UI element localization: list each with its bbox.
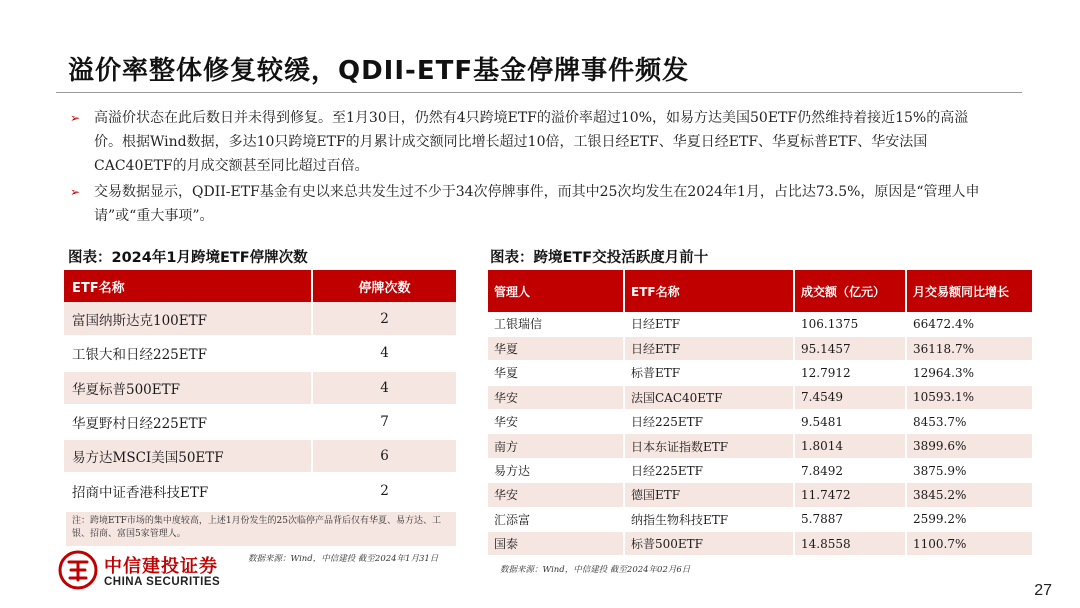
growth-cell: 2599.2%	[906, 507, 1032, 531]
growth-cell: 3875.9%	[906, 458, 1032, 482]
table-row	[488, 385, 1032, 409]
table-row	[488, 434, 1032, 458]
left-table-caption: 图表：2024年1月跨境ETF停牌次数	[68, 250, 308, 266]
table-row	[64, 439, 456, 473]
etf-name-cell: 易方达MSCI美国50ETF	[64, 439, 312, 473]
etf-name-cell: 标普500ETF	[624, 532, 794, 556]
china-securities-logo-icon	[58, 550, 98, 590]
etf-name-cell: 工银大和日经225ETF	[64, 336, 312, 370]
arrow-bullet-icon: ➢	[70, 111, 81, 125]
table-row	[488, 532, 1032, 556]
manager-cell: 易方达	[488, 458, 624, 482]
manager-cell: 南方	[488, 434, 624, 458]
title-divider	[56, 92, 1022, 93]
manager-cell: 国泰	[488, 532, 624, 556]
right-table-caption: 图表：跨境ETF交投活跃度月前十	[490, 250, 709, 266]
etf-name-cell: 华夏野村日经225ETF	[64, 405, 312, 439]
etf-name-cell: 招商中证香港科技ETF	[64, 473, 312, 507]
suspension-count-cell: 2	[312, 302, 456, 336]
right-data-source: 数据来源：Wind，中信建投 截至2024年02月6日	[500, 565, 691, 575]
etf-name-cell: 法国CAC40ETF	[624, 385, 794, 409]
table-row	[488, 410, 1032, 434]
etf-name-cell: 日经225ETF	[624, 410, 794, 434]
manager-cell: 工银瑞信	[488, 312, 624, 336]
manager-cell: 汇添富	[488, 507, 624, 531]
column-header-etf-name: ETF名称	[64, 270, 312, 302]
turnover-cell: 11.7472	[794, 483, 906, 507]
table-row	[488, 458, 1032, 482]
bullet-list	[68, 106, 988, 230]
bullet-text: 交易数据显示，QDII-ETF基金有史以来总共发生过不少于34次停牌事件，而其中25次均发生在2024年1月，占比达73.5%，原因是“管理人申请”或“重大事项”。	[94, 184, 980, 224]
table-row	[488, 336, 1032, 360]
bullet-item	[68, 180, 988, 228]
manager-cell: 华安	[488, 385, 624, 409]
growth-cell: 3845.2%	[906, 483, 1032, 507]
table-header-row	[64, 270, 456, 302]
manager-cell: 华夏	[488, 336, 624, 360]
suspension-count-table	[64, 270, 456, 509]
table-row	[64, 405, 456, 439]
growth-cell: 10593.1%	[906, 385, 1032, 409]
left-data-source: 数据来源：Wind，中信建投 截至2024年1月31日	[248, 554, 439, 564]
growth-cell: 36118.7%	[906, 336, 1032, 360]
turnover-cell: 12.7912	[794, 361, 906, 385]
table-row	[64, 302, 456, 336]
turnover-cell: 95.1457	[794, 336, 906, 360]
turnover-cell: 1.8014	[794, 434, 906, 458]
turnover-cell: 7.4549	[794, 385, 906, 409]
manager-cell: 华安	[488, 483, 624, 507]
bullet-text: 高溢价状态在此后数日并未得到修复。至1月30日，仍然有4只跨境ETF的溢价率超过10%，如易方达美国50ETF仍然维持着接近15%的高溢价。根据Wind数据，多达10只跨境ETF的月累计成交额同比增长超过10倍，工银日经ETF、华夏日经ETF、华夏标普ETF、华安法国CAC40ETF的月成交额甚至同比超过百倍。	[94, 110, 969, 174]
column-header-manager: 管理人	[488, 270, 624, 312]
etf-name-cell: 日经ETF	[624, 312, 794, 336]
manager-cell: 华夏	[488, 361, 624, 385]
table-footnote: 注：跨境ETF市场的集中度较高，上述1月份发生的25次临停产品背后仅有华夏、易方达、工银、招商、富国5家管理人。	[66, 512, 456, 546]
page-title: 溢价率整体修复较缓，QDII-ETF基金停牌事件频发	[68, 56, 690, 86]
etf-name-cell: 日经ETF	[624, 336, 794, 360]
etf-name-cell: 德国ETF	[624, 483, 794, 507]
etf-name-cell: 纳指生物科技ETF	[624, 507, 794, 531]
turnover-cell: 106.1375	[794, 312, 906, 336]
growth-cell: 66472.4%	[906, 312, 1032, 336]
company-logo	[58, 550, 258, 594]
table-row	[488, 312, 1032, 336]
etf-name-cell: 华夏标普500ETF	[64, 371, 312, 405]
top-ten-activity-table	[488, 270, 1032, 556]
suspension-count-cell: 7	[312, 405, 456, 439]
bullet-item	[68, 106, 988, 178]
etf-name-cell: 日本东证指数ETF	[624, 434, 794, 458]
suspension-count-cell: 4	[312, 336, 456, 370]
table-row	[64, 336, 456, 370]
logo-english-name: CHINA SECURITIES	[104, 576, 221, 588]
manager-cell: 华安	[488, 410, 624, 434]
growth-cell: 8453.7%	[906, 410, 1032, 434]
logo-chinese-name: 中信建投证券	[104, 556, 218, 577]
suspension-count-cell: 6	[312, 439, 456, 473]
growth-cell: 3899.6%	[906, 434, 1032, 458]
page-number: 27	[1034, 582, 1052, 599]
etf-name-cell: 日经225ETF	[624, 458, 794, 482]
etf-name-cell: 富国纳斯达克100ETF	[64, 302, 312, 336]
suspension-count-cell: 2	[312, 473, 456, 507]
table-row	[64, 371, 456, 405]
column-header-suspension-count: 停牌次数	[312, 270, 456, 302]
suspension-count-cell: 4	[312, 371, 456, 405]
table-row	[64, 473, 456, 507]
column-header-yoy-growth: 月交易额同比增长	[906, 270, 1032, 312]
turnover-cell: 9.5481	[794, 410, 906, 434]
column-header-turnover: 成交额（亿元）	[794, 270, 906, 312]
table-row	[488, 507, 1032, 531]
growth-cell: 12964.3%	[906, 361, 1032, 385]
growth-cell: 1100.7%	[906, 532, 1032, 556]
turnover-cell: 14.8558	[794, 532, 906, 556]
arrow-bullet-icon: ➢	[70, 185, 81, 199]
etf-name-cell: 标普ETF	[624, 361, 794, 385]
column-header-etf-name: ETF名称	[624, 270, 794, 312]
table-row	[488, 483, 1032, 507]
table-header-row	[488, 270, 1032, 312]
table-row	[488, 361, 1032, 385]
turnover-cell: 5.7887	[794, 507, 906, 531]
turnover-cell: 7.8492	[794, 458, 906, 482]
